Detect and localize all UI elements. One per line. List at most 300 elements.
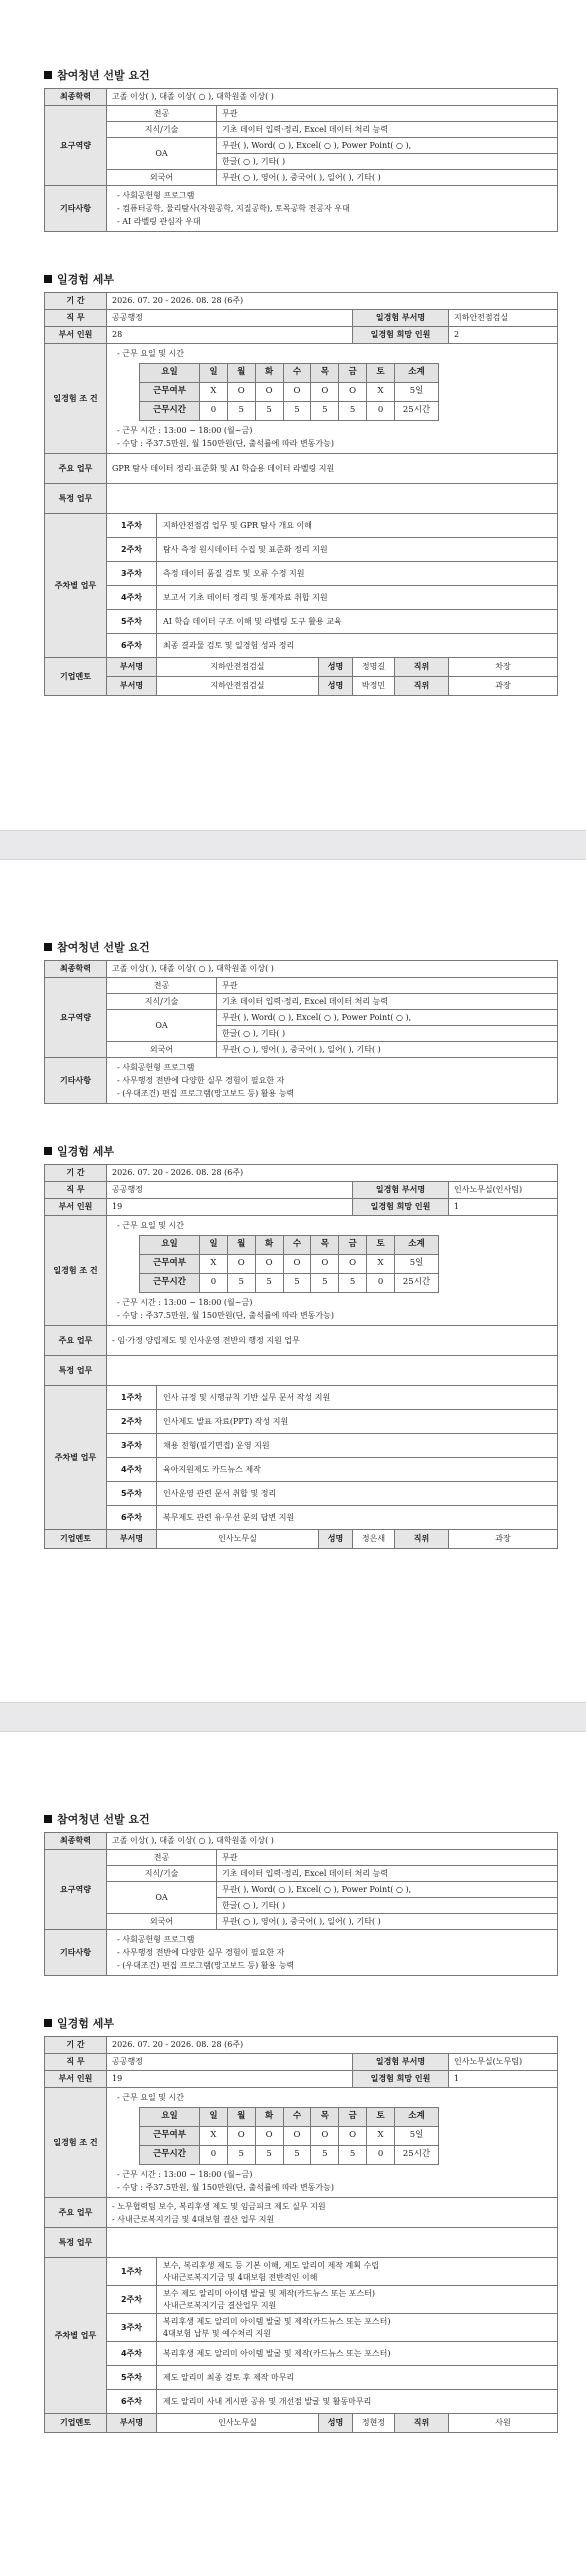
mentor-name-value: 정현정 bbox=[353, 2414, 395, 2433]
conditions-intro: - 근무 요일 및 시간 bbox=[117, 2093, 184, 2102]
mentor-name-col: 성명 bbox=[319, 2414, 353, 2433]
conditions-intro: - 근무 요일 및 시간 bbox=[117, 349, 184, 358]
week-number: 6주차 bbox=[107, 634, 157, 658]
week-row bbox=[45, 2314, 558, 2342]
week-task: 복리후생 제도 알리미 아이템 발굴 및 제작(카드뉴스 또는 포스터) bbox=[157, 2342, 558, 2366]
details-section-title bbox=[44, 2016, 558, 2032]
schedule-cell: 월 bbox=[227, 2108, 255, 2127]
competency-label: 요구역량 bbox=[45, 978, 107, 1058]
requirements-table bbox=[44, 1832, 558, 1976]
schedule-cell: 0 bbox=[200, 1274, 228, 1293]
conditions-intro: - 근무 요일 및 시간 bbox=[117, 1221, 184, 1230]
main-duty-value: - 임·가정 양립제도 및 인사운영 전반의 행정 지원 업무 bbox=[107, 1326, 558, 1356]
conditions-label: 일경험 조 건 bbox=[45, 2088, 107, 2198]
page-separator bbox=[0, 830, 586, 860]
schedule-cell: 5일 bbox=[395, 1255, 439, 1274]
week-number: 4주차 bbox=[107, 2342, 157, 2366]
mentor-position-value: 과장 bbox=[449, 1530, 558, 1549]
staff-value: 28 bbox=[107, 327, 353, 344]
schedule-cell: 근무여부 bbox=[140, 383, 200, 402]
schedule-table bbox=[139, 2107, 439, 2165]
schedule-table bbox=[139, 1235, 439, 1293]
week-row bbox=[45, 2286, 558, 2314]
mentor-dept-col: 부서명 bbox=[107, 1530, 157, 1549]
etc-line: - 사무행정 전반에 다양한 실무 경험이 필요한 자 bbox=[117, 1948, 285, 1957]
special-duty-value bbox=[107, 1356, 558, 1386]
oa-label: OA bbox=[107, 1010, 217, 1042]
schedule-cell: 금 bbox=[339, 1236, 367, 1255]
etc-label: 기타사항 bbox=[45, 186, 107, 232]
schedule-header-row bbox=[140, 1236, 439, 1255]
language-label: 외국어 bbox=[107, 170, 217, 186]
schedule-cell: 요일 bbox=[140, 1236, 200, 1255]
mentor-row bbox=[45, 658, 558, 677]
skill-label: 지식/기술 bbox=[107, 994, 217, 1010]
period-value: 2026. 07. 20 - 2026. 08. 28 (6주) bbox=[107, 1165, 558, 1182]
mentor-name-value: 박정민 bbox=[353, 677, 395, 696]
week-task: 제도 알리미 사내 게시판 공유 및 개선점 발굴 및 활동마무리 bbox=[157, 2390, 558, 2414]
details-table bbox=[44, 1164, 558, 1549]
etc-line: - 컴퓨터공학, 물리탐사(자원공학, 지질공학), 토목공학 전공자 우대 bbox=[117, 204, 350, 213]
schedule-header-row bbox=[140, 364, 439, 383]
schedule-cell: 0 bbox=[367, 402, 395, 421]
schedule-cell: 수 bbox=[283, 2108, 311, 2127]
schedule-cell: 근무여부 bbox=[140, 2127, 200, 2146]
mentor-name-value: 정명길 bbox=[353, 658, 395, 677]
schedule-cell: 0 bbox=[200, 2146, 228, 2165]
special-duty-label: 특정 업무 bbox=[45, 1356, 107, 1386]
week-row bbox=[45, 1482, 558, 1506]
duty-value: 공공행정 bbox=[107, 310, 353, 327]
schedule-cell: 5 bbox=[311, 402, 339, 421]
dept-value: 인사노무실(인사팀) bbox=[449, 1182, 558, 1199]
schedule-workday-row bbox=[140, 1255, 439, 1274]
schedule-hours-row bbox=[140, 1274, 439, 1293]
oa-line-1: 무관( ), Word( ○ ), Excel( ○ ), Power Point( ○ ), bbox=[217, 1882, 558, 1898]
oa-line-2: 한글( ○ ), 기타( ) bbox=[217, 1898, 558, 1914]
schedule-cell: O bbox=[255, 1255, 283, 1274]
mentor-row bbox=[45, 677, 558, 696]
schedule-hours-row bbox=[140, 402, 439, 421]
competency-label: 요구역량 bbox=[45, 1850, 107, 1930]
schedule-cell: 요일 bbox=[140, 2108, 200, 2127]
special-duty-label: 특정 업무 bbox=[45, 2228, 107, 2258]
mentor-dept-value: 인사노무실 bbox=[157, 2414, 319, 2433]
language-value: 무관( ○ ), 영어( ), 중국어( ), 일어( ), 기타( ) bbox=[217, 1042, 558, 1058]
week-row bbox=[45, 1458, 558, 1482]
major-label: 전공 bbox=[107, 978, 217, 994]
duty-label: 직 무 bbox=[45, 1182, 107, 1199]
requirements-section-title bbox=[44, 940, 558, 956]
conditions-box bbox=[112, 2088, 552, 2197]
week-number: 3주차 bbox=[107, 1434, 157, 1458]
skill-label: 지식/기술 bbox=[107, 122, 217, 138]
mentor-name-col: 성명 bbox=[319, 658, 353, 677]
major-label: 전공 bbox=[107, 1850, 217, 1866]
square-bullet-icon bbox=[44, 275, 52, 283]
language-value: 무관( ○ ), 영어( ), 중국어( ), 일어( ), 기타( ) bbox=[217, 1914, 558, 1930]
schedule-cell: 토 bbox=[367, 364, 395, 383]
week-row bbox=[45, 1410, 558, 1434]
dept-value: 지하안전점검실 bbox=[449, 310, 558, 327]
schedule-cell: O bbox=[311, 1255, 339, 1274]
schedule-cell: X bbox=[200, 383, 228, 402]
week-row bbox=[45, 2258, 558, 2286]
schedule-cell: 화 bbox=[255, 364, 283, 383]
schedule-cell: 5 bbox=[311, 1274, 339, 1293]
schedule-cell: O bbox=[339, 383, 367, 402]
mentor-position-value: 사원 bbox=[449, 2414, 558, 2433]
schedule-cell: O bbox=[339, 2127, 367, 2146]
conditions-label: 일경험 조 건 bbox=[45, 1216, 107, 1326]
schedule-cell: 일 bbox=[200, 1236, 228, 1255]
major-label: 전공 bbox=[107, 106, 217, 122]
duty-value: 공공행정 bbox=[107, 2054, 353, 2071]
week-number: 6주차 bbox=[107, 1506, 157, 1530]
week-row bbox=[45, 1386, 558, 1410]
mentor-position-col: 직위 bbox=[395, 2414, 449, 2433]
mentor-position-col: 직위 bbox=[395, 677, 449, 696]
education-label: 최종학력 bbox=[45, 1833, 107, 1850]
schedule-cell: 5일 bbox=[395, 2127, 439, 2146]
special-duty-value bbox=[107, 484, 558, 514]
schedule-cell: O bbox=[283, 383, 311, 402]
mentor-label: 기업멘토 bbox=[45, 658, 107, 696]
period-value: 2026. 07. 20 - 2026. 08. 28 (6주) bbox=[107, 293, 558, 310]
document-page bbox=[0, 872, 586, 1688]
week-row bbox=[45, 586, 558, 610]
mentor-dept-col: 부서명 bbox=[107, 658, 157, 677]
week-task: 육아지원제도 카드뉴스 제작 bbox=[157, 1458, 558, 1482]
requirements-title: 참여청년 선발 요건 bbox=[57, 69, 150, 82]
schedule-cell: 5 bbox=[339, 2146, 367, 2165]
schedule-cell: O bbox=[227, 1255, 255, 1274]
week-row bbox=[45, 1506, 558, 1530]
schedule-cell: 화 bbox=[255, 2108, 283, 2127]
week-number: 5주차 bbox=[107, 2366, 157, 2390]
education-label: 최종학력 bbox=[45, 89, 107, 106]
schedule-cell: 목 bbox=[311, 2108, 339, 2127]
schedule-cell: 5 bbox=[339, 402, 367, 421]
week-task: 보수, 복리후생 제도 등 기본 이해, 제도 알리미 제작 계획 수립 사내근로복지기금 및 4대보험 전반적인 이해 bbox=[157, 2258, 558, 2286]
square-bullet-icon bbox=[44, 2019, 52, 2027]
wanted-value: 2 bbox=[449, 327, 558, 344]
schedule-cell: 금 bbox=[339, 364, 367, 383]
mentor-position-value: 과장 bbox=[449, 677, 558, 696]
schedule-header-row bbox=[140, 2108, 439, 2127]
schedule-cell: 목 bbox=[311, 364, 339, 383]
etc-label: 기타사항 bbox=[45, 1930, 107, 1976]
week-number: 2주차 bbox=[107, 1410, 157, 1434]
main-duty-value: - 노무협력팀 보수, 복리후생 제도 및 임금피크 제도 실무 지원 - 사내근로복지기금 및 4대보험 결산 업무 지원 bbox=[107, 2198, 558, 2228]
details-title: 일경험 세부 bbox=[57, 2017, 114, 2030]
mentor-dept-value: 인사노무실 bbox=[157, 1530, 319, 1549]
week-row bbox=[45, 2366, 558, 2390]
schedule-table bbox=[139, 363, 439, 421]
schedule-cell: X bbox=[367, 2127, 395, 2146]
mentor-name-col: 성명 bbox=[319, 677, 353, 696]
mentor-dept-col: 부서명 bbox=[107, 2414, 157, 2433]
schedule-cell: 소계 bbox=[395, 2108, 439, 2127]
week-row bbox=[45, 538, 558, 562]
document-page bbox=[0, 0, 586, 816]
details-title: 일경험 세부 bbox=[57, 273, 114, 286]
oa-line-2: 한글( ○ ), 기타( ) bbox=[217, 154, 558, 170]
pay-info: - 수당 : 주37.5만원, 월 150만원(단, 출석률에 따라 변동가능) bbox=[117, 439, 334, 448]
schedule-cell: 25시간 bbox=[395, 1274, 439, 1293]
week-row bbox=[45, 634, 558, 658]
language-label: 외국어 bbox=[107, 1914, 217, 1930]
etc-notes bbox=[112, 186, 552, 231]
pay-info: - 수당 : 주37.5만원, 월 150만원(단, 출석률에 따라 변동가능) bbox=[117, 1311, 334, 1320]
oa-label: OA bbox=[107, 1882, 217, 1914]
week-task: 인사제도 발표 자료(PPT) 작성 지원 bbox=[157, 1410, 558, 1434]
pay-info: - 수당 : 주37.5만원, 월 150만원(단, 출석률에 따라 변동가능) bbox=[117, 2183, 334, 2192]
weekly-duty-label: 주차별 업무 bbox=[45, 514, 107, 658]
schedule-cell: 근무시간 bbox=[140, 402, 200, 421]
week-row bbox=[45, 610, 558, 634]
schedule-cell: O bbox=[311, 2127, 339, 2146]
special-duty-label: 특정 업무 bbox=[45, 484, 107, 514]
schedule-cell: 월 bbox=[227, 364, 255, 383]
page-content bbox=[44, 68, 558, 696]
language-value: 무관( ○ ), 영어( ), 중국어( ), 일어( ), 기타( ) bbox=[217, 170, 558, 186]
wanted-label: 일경험 희망 인원 bbox=[353, 1199, 449, 1216]
period-value: 2026. 07. 20 - 2026. 08. 28 (6주) bbox=[107, 2037, 558, 2054]
work-time: - 근무 시간 : 13:00 ~ 18:00 (월~금) bbox=[117, 1298, 253, 1307]
schedule-cell: 5 bbox=[227, 402, 255, 421]
week-number: 6주차 bbox=[107, 2390, 157, 2414]
square-bullet-icon bbox=[44, 71, 52, 79]
etc-notes bbox=[112, 1930, 552, 1975]
week-number: 1주차 bbox=[107, 1386, 157, 1410]
competency-label: 요구역량 bbox=[45, 106, 107, 186]
schedule-cell: 25시간 bbox=[395, 402, 439, 421]
schedule-cell: 5 bbox=[283, 2146, 311, 2165]
etc-line: - AI 라벨링 관심자 우대 bbox=[117, 217, 201, 226]
schedule-cell: 5 bbox=[283, 402, 311, 421]
schedule-cell: 수 bbox=[283, 364, 311, 383]
schedule-cell: 5 bbox=[255, 2146, 283, 2165]
etc-line: - (우대조건) 편집 프로그램(망고보드 등) 활용 능력 bbox=[117, 1089, 295, 1098]
schedule-cell: 근무여부 bbox=[140, 1255, 200, 1274]
oa-line-2: 한글( ○ ), 기타( ) bbox=[217, 1026, 558, 1042]
work-time: - 근무 시간 : 13:00 ~ 18:00 (월~금) bbox=[117, 426, 253, 435]
education-value: 고졸 이상( ), 대졸 이상( ○ ), 대학원졸 이상( ) bbox=[107, 961, 558, 978]
mentor-name-value: 정은새 bbox=[353, 1530, 395, 1549]
schedule-cell: O bbox=[283, 1255, 311, 1274]
schedule-cell: 25시간 bbox=[395, 2146, 439, 2165]
dept-label: 일경험 부서명 bbox=[353, 1182, 449, 1199]
requirements-table bbox=[44, 960, 558, 1104]
main-duty-value: GPR 탐사 데이터 정리·표준화 및 AI 학습용 데이터 라벨링 지원 bbox=[107, 454, 558, 484]
schedule-cell: 5 bbox=[227, 2146, 255, 2165]
requirements-section-title bbox=[44, 1812, 558, 1828]
period-label: 기 간 bbox=[45, 2037, 107, 2054]
mentor-name-col: 성명 bbox=[319, 1530, 353, 1549]
staff-label: 부서 인원 bbox=[45, 1199, 107, 1216]
oa-label: OA bbox=[107, 138, 217, 170]
week-task: 보고서 기초 데이터 정리 및 통계자료 취합 지원 bbox=[157, 586, 558, 610]
etc-notes bbox=[112, 1058, 552, 1103]
skill-label: 지식/기술 bbox=[107, 1866, 217, 1882]
schedule-cell: 소계 bbox=[395, 364, 439, 383]
schedule-cell: 수 bbox=[283, 1236, 311, 1255]
conditions-label: 일경험 조 건 bbox=[45, 344, 107, 454]
week-task: 보수 제도 알리미 아이템 발굴 및 제작(카드뉴스 또는 포스터) 사내근로복지기금 결산업무 지원 bbox=[157, 2286, 558, 2314]
duty-label: 직 무 bbox=[45, 310, 107, 327]
major-value: 무관 bbox=[217, 106, 558, 122]
skill-value: 기초 데이터 입력·정리, Excel 데이터 처리 능력 bbox=[217, 122, 558, 138]
etc-line: - (우대조건) 편집 프로그램(망고보드 등) 활용 능력 bbox=[117, 1961, 295, 1970]
skill-value: 기초 데이터 입력·정리, Excel 데이터 처리 능력 bbox=[217, 994, 558, 1010]
mentor-label: 기업멘토 bbox=[45, 1530, 107, 1549]
duty-value: 공공행정 bbox=[107, 1182, 353, 1199]
schedule-cell: O bbox=[255, 383, 283, 402]
etc-line: - 사회공헌형 프로그램 bbox=[117, 1063, 195, 1072]
requirements-section-title bbox=[44, 68, 558, 84]
week-row bbox=[45, 2342, 558, 2366]
mentor-dept-value: 지하안전점검실 bbox=[157, 677, 319, 696]
etc-line: - 사무행정 전반에 다양한 실무 경험이 필요한 자 bbox=[117, 1076, 285, 1085]
schedule-cell: 일 bbox=[200, 364, 228, 383]
requirements-title: 참여청년 선발 요건 bbox=[57, 941, 150, 954]
schedule-cell: 일 bbox=[200, 2108, 228, 2127]
square-bullet-icon bbox=[44, 1815, 52, 1823]
schedule-cell: 화 bbox=[255, 1236, 283, 1255]
page-separator bbox=[0, 1702, 586, 1732]
schedule-cell: X bbox=[200, 2127, 228, 2146]
square-bullet-icon bbox=[44, 1147, 52, 1155]
schedule-cell: 금 bbox=[339, 2108, 367, 2127]
document-page bbox=[0, 1744, 586, 2559]
schedule-cell: O bbox=[339, 1255, 367, 1274]
schedule-cell: X bbox=[367, 383, 395, 402]
schedule-cell: O bbox=[311, 383, 339, 402]
work-time: - 근무 시간 : 13:00 ~ 18:00 (월~금) bbox=[117, 2170, 253, 2179]
dept-label: 일경험 부서명 bbox=[353, 310, 449, 327]
education-value: 고졸 이상( ), 대졸 이상( ○ ), 대학원졸 이상( ) bbox=[107, 89, 558, 106]
schedule-cell: 5 bbox=[311, 2146, 339, 2165]
major-value: 무관 bbox=[217, 978, 558, 994]
week-task: 측정 데이터 품질 검토 및 오류 수정 지원 bbox=[157, 562, 558, 586]
page-content bbox=[44, 1812, 558, 2433]
mentor-dept-value: 지하안전점검실 bbox=[157, 658, 319, 677]
schedule-cell: 근무시간 bbox=[140, 1274, 200, 1293]
schedule-cell: X bbox=[200, 1255, 228, 1274]
week-number: 4주차 bbox=[107, 1458, 157, 1482]
week-number: 1주차 bbox=[107, 514, 157, 538]
dept-label: 일경험 부서명 bbox=[353, 2054, 449, 2071]
week-number: 3주차 bbox=[107, 562, 157, 586]
week-task: 복리후생 제도 알리미 아이템 발굴 및 제작(카드뉴스 또는 포스터) 4대보험 납부 및 예수처리 지원 bbox=[157, 2314, 558, 2342]
oa-line-1: 무관( ), Word( ○ ), Excel( ○ ), Power Point( ○ ), bbox=[217, 1010, 558, 1026]
schedule-cell: 5 bbox=[283, 1274, 311, 1293]
week-task: 최종 결과물 검토 및 일경험 성과 정리 bbox=[157, 634, 558, 658]
dept-value: 인사노무실(노무팀) bbox=[449, 2054, 558, 2071]
wanted-label: 일경험 희망 인원 bbox=[353, 327, 449, 344]
mentor-dept-col: 부서명 bbox=[107, 677, 157, 696]
schedule-cell: 월 bbox=[227, 1236, 255, 1255]
conditions-box bbox=[112, 1216, 552, 1325]
schedule-cell: 5 bbox=[255, 402, 283, 421]
requirements-table bbox=[44, 88, 558, 232]
mentor-row bbox=[45, 1530, 558, 1549]
week-number: 2주차 bbox=[107, 2286, 157, 2314]
square-bullet-icon bbox=[44, 943, 52, 951]
conditions-box bbox=[112, 344, 552, 453]
etc-label: 기타사항 bbox=[45, 1058, 107, 1104]
oa-line-1: 무관( ), Word( ○ ), Excel( ○ ), Power Point( ○ ), bbox=[217, 138, 558, 154]
weekly-duty-label: 주차별 업무 bbox=[45, 1386, 107, 1530]
schedule-workday-row bbox=[140, 2127, 439, 2146]
schedule-cell: 토 bbox=[367, 2108, 395, 2127]
education-label: 최종학력 bbox=[45, 961, 107, 978]
schedule-cell: O bbox=[227, 383, 255, 402]
schedule-cell: 5 bbox=[255, 1274, 283, 1293]
schedule-cell: 0 bbox=[200, 402, 228, 421]
details-section-title bbox=[44, 1144, 558, 1160]
week-number: 3주차 bbox=[107, 2314, 157, 2342]
main-duty-label: 주요 업무 bbox=[45, 454, 107, 484]
schedule-cell: 소계 bbox=[395, 1236, 439, 1255]
wanted-label: 일경험 희망 인원 bbox=[353, 2071, 449, 2088]
week-task: 제도 알리미 최종 검토 후 제작 마무리 bbox=[157, 2366, 558, 2390]
week-number: 4주차 bbox=[107, 586, 157, 610]
duty-label: 직 무 bbox=[45, 2054, 107, 2071]
week-task: 인사 규정 및 시행규칙 기반 실무 문서 작성 지원 bbox=[157, 1386, 558, 1410]
schedule-cell: O bbox=[255, 2127, 283, 2146]
week-row bbox=[45, 1434, 558, 1458]
staff-value: 19 bbox=[107, 1199, 353, 1216]
details-table bbox=[44, 292, 558, 696]
schedule-cell: 5일 bbox=[395, 383, 439, 402]
week-task: 복무제도 관련 유·무선 문의 답변 지원 bbox=[157, 1506, 558, 1530]
education-value: 고졸 이상( ), 대졸 이상( ○ ), 대학원졸 이상( ) bbox=[107, 1833, 558, 1850]
schedule-cell: 근무시간 bbox=[140, 2146, 200, 2165]
mentor-position-col: 직위 bbox=[395, 1530, 449, 1549]
week-number: 2주차 bbox=[107, 538, 157, 562]
schedule-cell: 0 bbox=[367, 1274, 395, 1293]
schedule-cell: O bbox=[283, 2127, 311, 2146]
period-label: 기 간 bbox=[45, 293, 107, 310]
schedule-cell: 5 bbox=[339, 1274, 367, 1293]
mentor-position-value: 차장 bbox=[449, 658, 558, 677]
etc-line: - 사회공헌형 프로그램 bbox=[117, 191, 195, 200]
schedule-cell: O bbox=[227, 2127, 255, 2146]
schedule-cell: 요일 bbox=[140, 364, 200, 383]
schedule-cell: 0 bbox=[367, 2146, 395, 2165]
special-duty-value bbox=[107, 2228, 558, 2258]
week-task: 탐사 측정 원시데이터 수집 및 표준화 정리 지원 bbox=[157, 538, 558, 562]
week-row bbox=[45, 562, 558, 586]
staff-label: 부서 인원 bbox=[45, 2071, 107, 2088]
week-number: 1주차 bbox=[107, 2258, 157, 2286]
staff-value: 19 bbox=[107, 2071, 353, 2088]
schedule-cell: 5 bbox=[227, 1274, 255, 1293]
schedule-cell: X bbox=[367, 1255, 395, 1274]
mentor-row bbox=[45, 2414, 558, 2433]
week-row bbox=[45, 2390, 558, 2414]
language-label: 외국어 bbox=[107, 1042, 217, 1058]
main-duty-label: 주요 업무 bbox=[45, 1326, 107, 1356]
schedule-hours-row bbox=[140, 2146, 439, 2165]
weekly-duty-label: 주차별 업무 bbox=[45, 2258, 107, 2414]
schedule-workday-row bbox=[140, 383, 439, 402]
main-duty-label: 주요 업무 bbox=[45, 2198, 107, 2228]
week-number: 5주차 bbox=[107, 610, 157, 634]
schedule-cell: 목 bbox=[311, 1236, 339, 1255]
